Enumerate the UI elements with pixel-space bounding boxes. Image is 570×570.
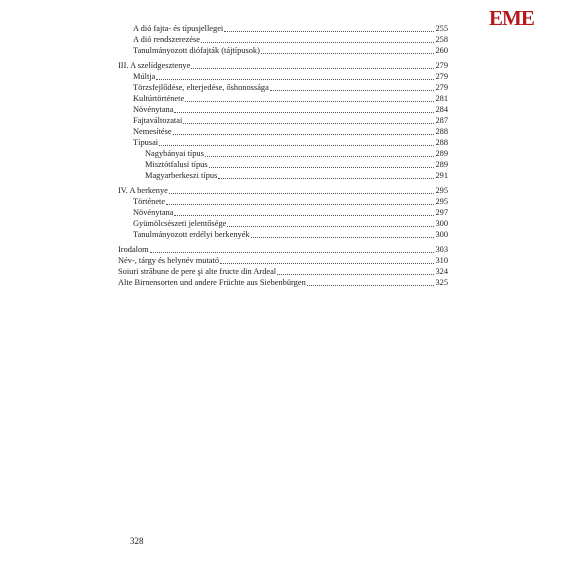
- toc-entry-page: 297: [435, 208, 448, 217]
- toc-entry: [133, 72, 448, 82]
- toc-entry-page: 279: [435, 83, 448, 92]
- toc-entry-page: 281: [435, 94, 448, 103]
- toc-entry-page: 279: [435, 61, 448, 70]
- dot-leader: [183, 123, 434, 124]
- toc-entry-label: A dió fajta- és típusjellegei: [133, 24, 224, 33]
- toc-entry: [133, 219, 448, 229]
- dot-leader: [173, 134, 435, 135]
- toc-entry-page: 300: [435, 230, 448, 239]
- dot-leader: [201, 42, 434, 43]
- toc-entry-label: Növénytana: [133, 208, 174, 217]
- dot-leader: [220, 263, 434, 264]
- toc-entry: [133, 197, 448, 207]
- toc-entry: [133, 83, 448, 93]
- toc-entry-label: IV. A berkenye: [118, 186, 168, 195]
- toc-entry: [133, 138, 448, 148]
- dot-leader: [150, 252, 435, 253]
- toc-entry-page: 325: [435, 278, 448, 287]
- toc-entry-label: Gyümölcsészeti jelentősége: [133, 219, 227, 228]
- page-number: 328: [130, 536, 144, 546]
- toc-entry-page: 300: [435, 219, 448, 228]
- toc-entry-label: Nagybányai típus: [145, 149, 204, 158]
- toc-entry-page: 279: [435, 72, 448, 81]
- toc-entry-label: Múltja: [133, 72, 156, 81]
- toc-entry-label: Típusai: [133, 138, 159, 147]
- toc-entry-page: 303: [435, 245, 448, 254]
- dot-leader: [159, 145, 434, 146]
- toc-entry-page: 310: [435, 256, 448, 265]
- toc-entry-label: Alte Birnensorten und andere Früchte aus Siebenbürgen: [118, 278, 306, 287]
- toc-entry-page: 288: [435, 127, 448, 136]
- dot-leader: [251, 237, 435, 238]
- toc-entry: [133, 208, 448, 218]
- toc-entry: [133, 94, 448, 104]
- toc-entry-label: Tanulmányozott erdélyi berkenyék: [133, 230, 250, 239]
- toc-entry: [118, 278, 448, 288]
- toc-entry: [133, 35, 448, 45]
- toc-entry: [118, 245, 448, 255]
- toc-entry-page: 295: [435, 197, 448, 206]
- toc-entry: [118, 267, 448, 277]
- toc-entry: [145, 149, 448, 159]
- dot-leader: [169, 193, 435, 194]
- toc-entry: [118, 256, 448, 266]
- toc-entry: [133, 24, 448, 34]
- toc-entry-page: 289: [435, 149, 448, 158]
- toc-entry-page: 288: [435, 138, 448, 147]
- dot-leader: [166, 204, 434, 205]
- toc-entry-label: Soiuri străbune de pere şi alte fructe din Ardeal: [118, 267, 277, 276]
- toc-entry-page: 287: [435, 116, 448, 125]
- toc-entry-label: Nemesítése: [133, 127, 172, 136]
- toc-entry-page: 324: [435, 267, 448, 276]
- dot-leader: [174, 215, 434, 216]
- toc-entry: [133, 105, 448, 115]
- toc-entry: [118, 186, 448, 196]
- toc-entry: [133, 46, 448, 56]
- toc-entry: [145, 160, 448, 170]
- toc-entry-label: A dió rendszerezése: [133, 35, 200, 44]
- dot-leader: [270, 90, 435, 91]
- dot-leader: [156, 79, 434, 80]
- toc-entry-label: Története: [133, 197, 166, 206]
- toc-entry: [133, 116, 448, 126]
- toc-entry-label: Növénytana: [133, 105, 174, 114]
- dot-leader: [205, 156, 435, 157]
- toc-entry-label: Törzsfejlődése, elterjedése, őshonossága: [133, 83, 269, 92]
- dot-leader: [174, 112, 434, 113]
- publisher-logo: EME: [489, 6, 534, 30]
- toc-entry-page: 255: [435, 24, 448, 33]
- toc-entry-page: 260: [435, 46, 448, 55]
- toc-entry-page: 258: [435, 35, 448, 44]
- toc-entry-label: Misztótfalusi típus: [145, 160, 208, 169]
- dot-leader: [277, 274, 434, 275]
- toc-entry: [145, 171, 448, 181]
- toc-entry-label: Tanulmányozott diófajták (tájtípusok): [133, 46, 260, 55]
- toc-entry-label: Magyarberkeszi típus: [145, 171, 218, 180]
- toc-entry: [133, 127, 448, 137]
- dot-leader: [227, 226, 434, 227]
- toc-entry-page: 291: [435, 171, 448, 180]
- dot-leader: [191, 68, 434, 69]
- toc-entry-label: Név-, tárgy és helynév mutató: [118, 256, 220, 265]
- toc-entry-page: 289: [435, 160, 448, 169]
- dot-leader: [185, 101, 434, 102]
- toc-entry-label: III. A szelídgesztenye: [118, 61, 191, 70]
- toc-entry: [133, 230, 448, 240]
- toc-entry-page: 295: [435, 186, 448, 195]
- toc-entry-label: Kultúrtörténete: [133, 94, 185, 103]
- dot-leader: [261, 53, 435, 54]
- toc-entry: [118, 61, 448, 71]
- dot-leader: [307, 285, 435, 286]
- toc-entry-page: 284: [435, 105, 448, 114]
- toc-entry-label: Irodalom: [118, 245, 149, 254]
- toc-entry-label: Fajtaváltozatai: [133, 116, 183, 125]
- dot-leader: [218, 178, 434, 179]
- dot-leader: [209, 167, 435, 168]
- dot-leader: [224, 31, 434, 32]
